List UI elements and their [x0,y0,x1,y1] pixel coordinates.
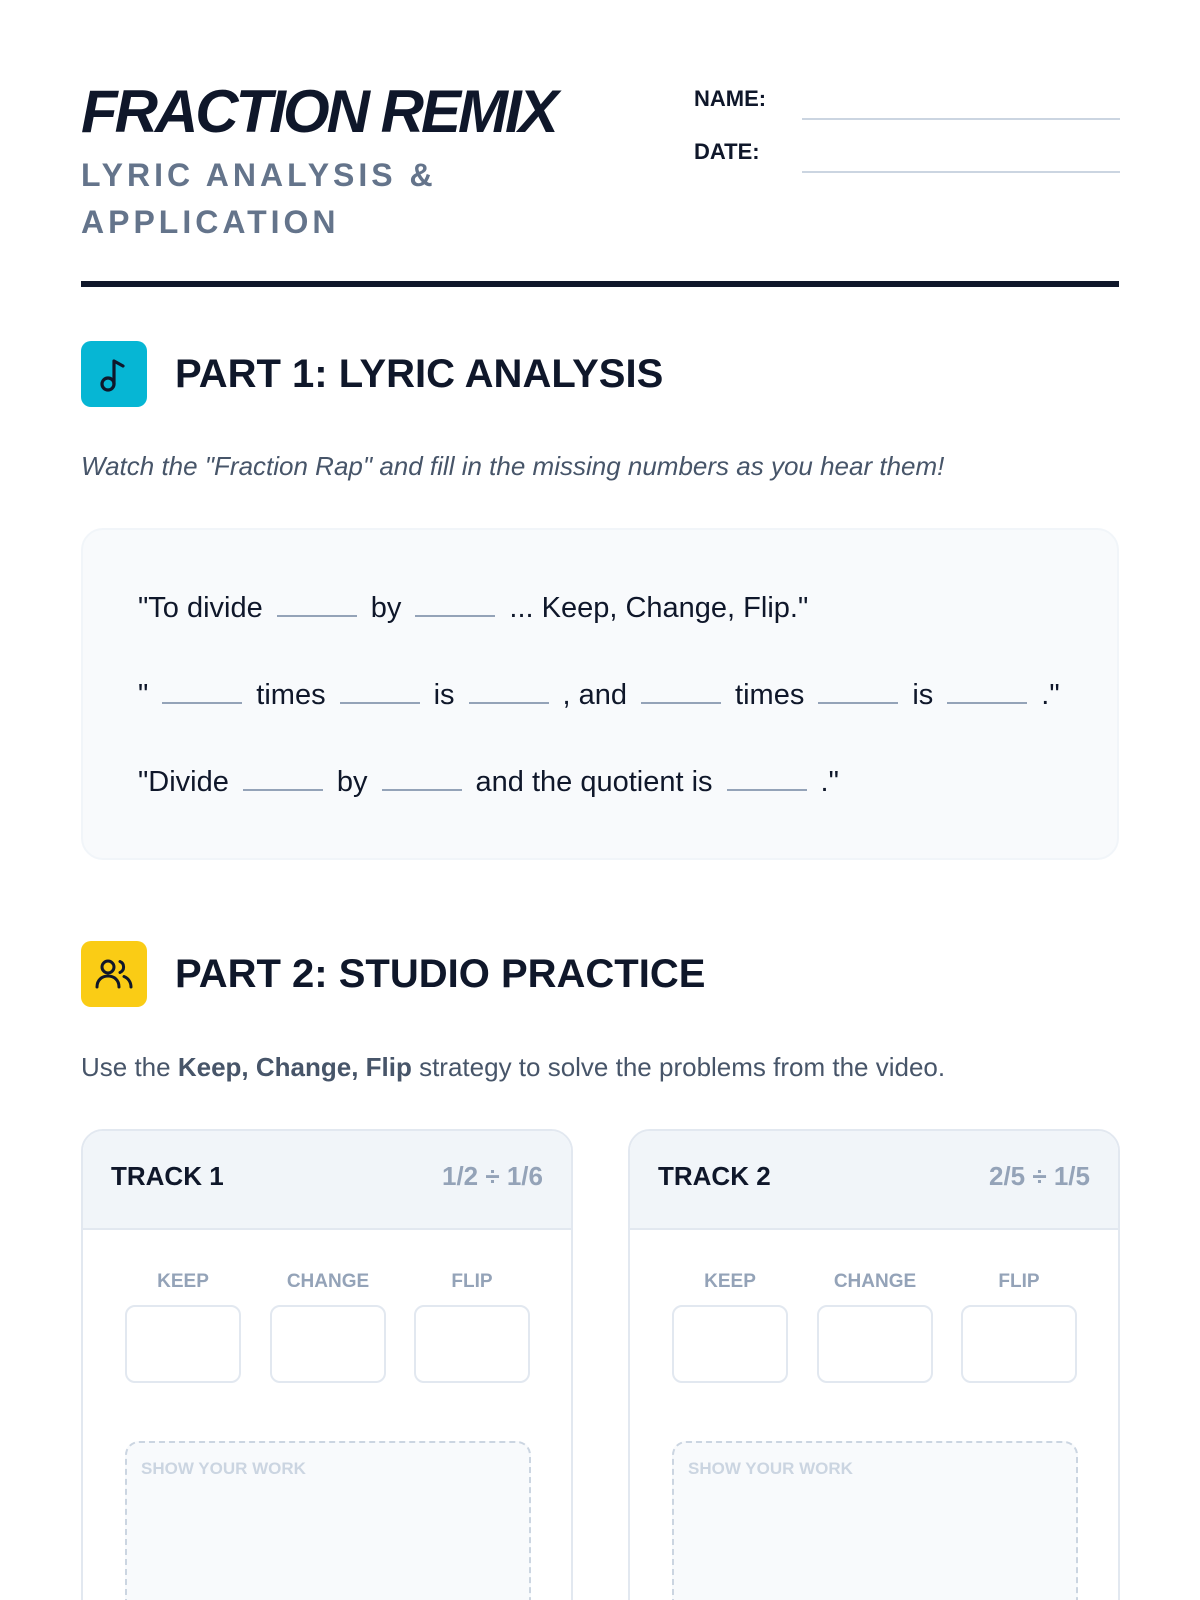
track-card-2 [628,1129,1120,1600]
flip-column [961,1271,1077,1383]
show-work-area[interactable] [125,1441,531,1600]
part1-title: PART 1: LYRIC ANALYSIS [175,351,664,396]
lyric-line-3 [138,766,839,799]
flip-answer-box[interactable] [414,1305,530,1383]
change-answer-box[interactable] [817,1305,933,1383]
worksheet-subtitle: LYRIC ANALYSIS & APPLICATION [81,157,437,240]
part2-instructions [81,1052,945,1083]
date-label: DATE: [694,139,760,164]
part2-instr-post: strategy to solve the problems from the video. [411,1052,946,1082]
change-column [270,1271,386,1383]
track-header [83,1131,571,1230]
date-input-line[interactable] [802,171,1120,173]
keep-label: KEEP [157,1271,209,1292]
lyric-text: ... Keep, Change, Flip." [509,592,809,624]
change-label: CHANGE [833,1271,917,1292]
flip-answer-box[interactable] [961,1305,1077,1383]
part2-instr-strategy: Keep, Change, Flip [177,1052,412,1082]
track-name: TRACK 2 [658,1161,771,1191]
lyric-line-1 [138,592,808,625]
lyric-blank[interactable] [162,682,242,704]
show-work-label: SHOW YOUR WORK [141,1459,306,1478]
lyric-blank[interactable] [641,682,721,704]
keep-answer-box[interactable] [125,1305,241,1383]
name-input-line[interactable] [802,118,1120,120]
lyric-text: "Divide [138,766,229,798]
show-work-label: SHOW YOUR WORK [688,1459,853,1478]
keep-label: KEEP [704,1271,756,1292]
change-answer-box[interactable] [270,1305,386,1383]
part2-title: PART 2: STUDIO PRACTICE [175,951,706,996]
track-name: TRACK 1 [111,1161,224,1191]
name-label: NAME: [694,86,767,111]
lyric-text: times [735,679,805,711]
lyric-line-2 [138,679,1060,712]
part2-instr-pre: Use the [81,1052,178,1082]
worksheet-title: FRACTION REMIX [81,78,556,145]
part2-heading [81,941,705,1007]
change-column [817,1271,933,1383]
flip-column [414,1271,530,1383]
lyric-text: and the quotient is [475,766,713,798]
lyric-blank[interactable] [415,595,495,617]
users-icon [81,941,147,1007]
lyric-blank[interactable] [727,769,807,791]
track-header [630,1131,1118,1230]
lyric-blank[interactable] [277,595,357,617]
worksheet-header [81,78,1119,286]
flip-label: FLIP [998,1271,1040,1292]
keep-column [672,1271,788,1383]
lyric-blank[interactable] [947,682,1027,704]
keep-answer-box[interactable] [672,1305,788,1383]
lyric-text: " [138,679,149,711]
student-info-fields [694,86,1120,192]
lyric-blank[interactable] [469,682,549,704]
lyric-text: "To divide [138,592,263,624]
track-problem: 2/5 ÷ 1/5 [988,1161,1090,1191]
keep-column [125,1271,241,1383]
part1-instructions: Watch the "Fraction Rap" and fill in the missing numbers as you hear them! [81,451,945,481]
lyric-blank[interactable] [243,769,323,791]
name-field [694,86,1120,139]
lyric-text: is [433,679,455,711]
lyric-blank[interactable] [818,682,898,704]
lyric-text: ." [1041,679,1060,711]
flip-label: FLIP [451,1271,493,1292]
lyric-text: times [256,679,326,711]
music-note-icon [81,341,147,407]
track-problem: 1/2 ÷ 1/6 [441,1161,543,1191]
part1-heading [81,341,663,407]
show-work-area[interactable] [672,1441,1078,1600]
lyric-text: ." [820,766,839,798]
lyric-blank[interactable] [382,769,462,791]
header-divider [81,281,1119,287]
change-label: CHANGE [286,1271,370,1292]
lyric-box [81,528,1119,860]
lyric-text: , and [562,679,628,711]
date-field [694,139,1120,192]
lyric-text: is [912,679,934,711]
lyric-blank[interactable] [340,682,420,704]
lyric-text: by [370,592,402,624]
lyric-text: by [336,766,368,798]
track-card-1 [81,1129,573,1600]
